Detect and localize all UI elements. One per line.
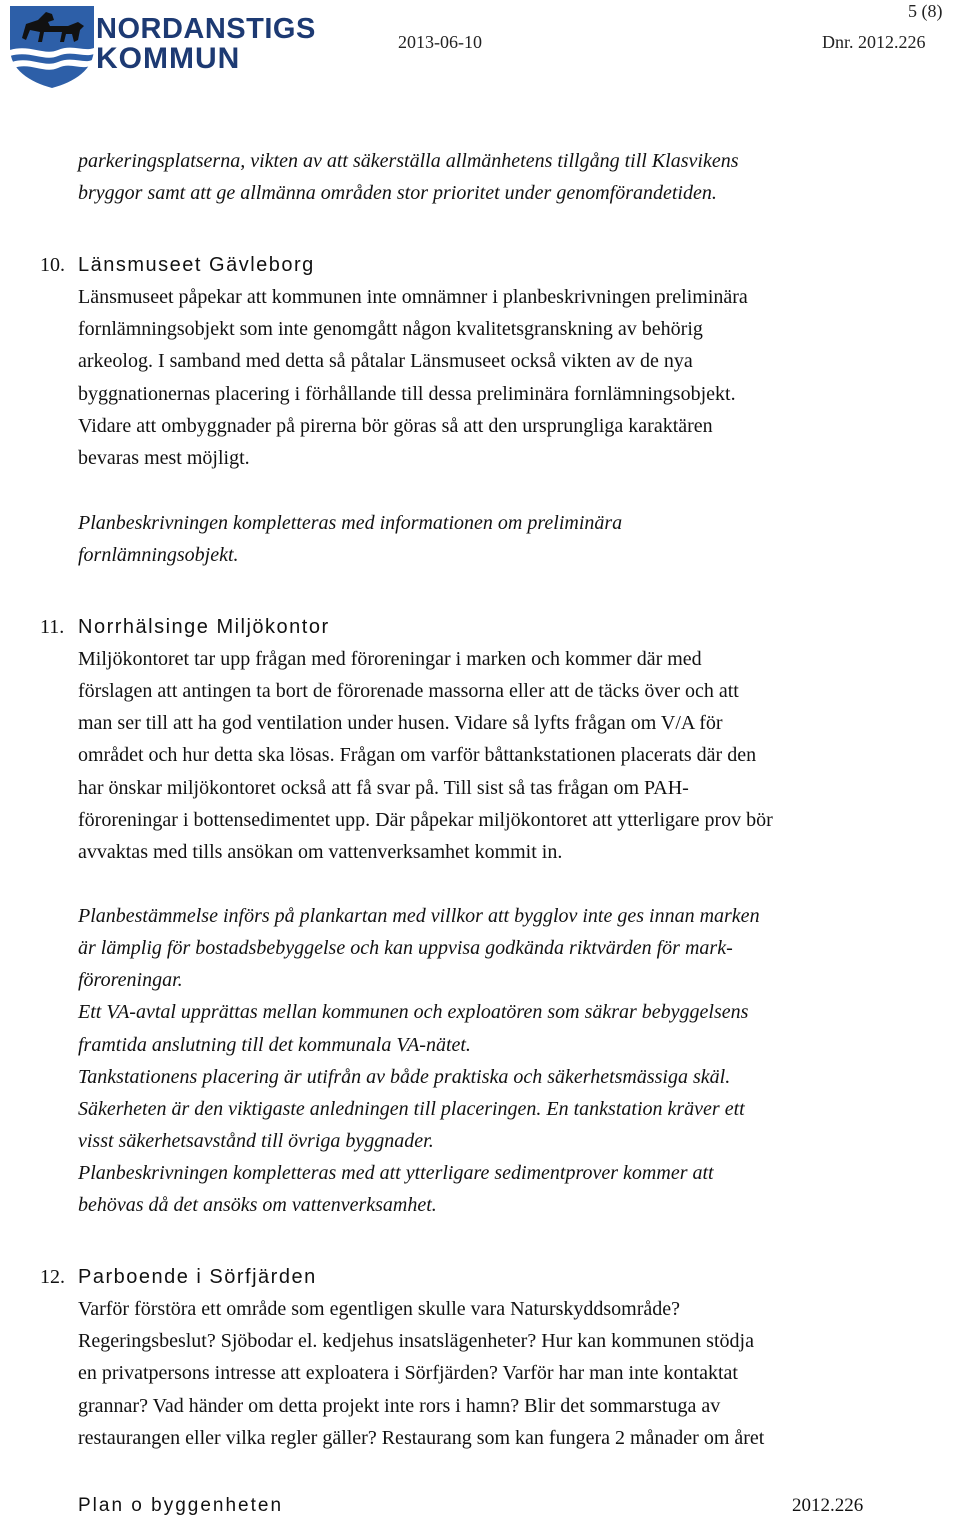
response-line: visst säkerhetsavstånd till övriga byggnader.: [78, 1130, 434, 1152]
section-title: Norrhälsinge Miljökontor: [78, 616, 330, 638]
body-line: grannar? Vad händer om detta projekt inte rors i hamn? Blir det sommarstuga av: [78, 1395, 721, 1417]
logo-line-1: NORDANSTIGS: [96, 13, 316, 45]
intro-line: parkeringsplatserna, vikten av att säkerställa allmänhetens tillgång till Klasvikens: [78, 150, 739, 172]
response-line: Planbeskrivningen kompletteras med informationen om preliminära: [78, 512, 623, 534]
logo-line-2: KOMMUN: [96, 42, 241, 75]
document-date: 2013-06-10: [398, 32, 482, 52]
response-line: föroreningar.: [78, 969, 183, 991]
body-line: har önskar miljökontoret också att få svar på. Till sist så tas frågan om PAH-: [78, 777, 689, 799]
response-line: fornlämningsobjekt.: [78, 544, 239, 566]
section-12-heading: [40, 1265, 317, 1289]
body-line: en privatpersons intresse att exploatera i Sörfjärden? Varför har man inte kontaktat: [78, 1362, 738, 1384]
response-line: Tankstationens placering är utifrån av både praktiska och säkerhetsmässiga skäl.: [78, 1066, 731, 1088]
logo-wordmark: [96, 14, 316, 74]
body-line: restaurangen eller vilka regler gäller? Restaurang som kan fungera 2 månader om året: [78, 1427, 765, 1449]
section-number: 12.: [40, 1266, 65, 1288]
body-line: Vidare att ombyggnader på pirerna bör göras så att den ursprungliga karaktären: [78, 415, 713, 437]
section-number: 10.: [40, 254, 65, 276]
response-line: Planbestämmelse införs på plankartan med villkor att bygglov inte ges innan marken: [78, 905, 760, 927]
body-line: Regeringsbeslut? Sjöbodar el. kedjehus insatslägenheter? Hur kan kommunen stödja: [78, 1330, 754, 1352]
body-line: föroreningar i bottensedimentet upp. Där påpekar miljökontoret att ytterligare prov bör: [78, 809, 773, 831]
section-11-heading: [40, 615, 330, 639]
section-title: Länsmuseet Gävleborg: [78, 254, 315, 276]
section-number: 11.: [40, 616, 65, 638]
horse-shield-icon: [8, 4, 98, 88]
body-line: byggnationernas placering i förhållande till dessa preliminära fornlämningsobjekt.: [78, 383, 736, 405]
intro-line: bryggor samt att ge allmänna områden stor prioritet under genomförandetiden.: [78, 182, 717, 204]
body-line: bevaras mest möjligt.: [78, 447, 250, 469]
response-line: är lämplig för bostadsbebyggelse och kan uppvisa godkända riktvärden för mark-: [78, 937, 733, 959]
body-line: man ser till att ha god ventilation under husen. Vidare så lyfts frågan om V/A för: [78, 712, 723, 734]
body-line: området och hur detta ska lösas. Frågan om varför båttankstationen placerats där den: [78, 744, 757, 766]
page-number: 5 (8): [908, 1, 943, 21]
section-10-heading: [40, 253, 315, 277]
response-line: Säkerheten är den viktigaste anledningen till placeringen. En tankstation kräver ett: [78, 1098, 745, 1120]
response-line: framtida anslutning till det kommunala VA-nätet.: [78, 1034, 471, 1056]
footer-reference: 2012.226: [792, 1495, 864, 1516]
footer-department: Plan o byggenheten: [78, 1495, 284, 1516]
body-line: Miljökontoret tar upp frågan med föroreningar i marken och kommer där med: [78, 648, 702, 670]
body-line: förslagen att antingen ta bort de förorenade massorna eller att de täcks över och att: [78, 680, 739, 702]
section-title: Parboende i Sörfjärden: [78, 1266, 317, 1288]
body-line: arkeolog. I samband med detta så påtalar Länsmuseet också vikten av de nya: [78, 350, 693, 372]
body-line: fornlämningsobjekt som inte genomgått någon kvalitetsgranskning av behörig: [78, 318, 703, 340]
response-line: behövas då det ansöks om vattenverksamhet.: [78, 1194, 437, 1216]
body-line: Varför förstöra ett område som egentligen skulle vara Naturskyddsområde?: [78, 1298, 681, 1320]
response-line: Ett VA-avtal upprättas mellan kommunen och exploatören som säkrar bebyggelsens: [78, 1001, 749, 1023]
document-dnr: Dnr. 2012.226: [822, 32, 926, 52]
body-line: avvaktas med tills ansökan om vattenverksamhet kommit in.: [78, 841, 563, 863]
response-line: Planbeskrivningen kompletteras med att ytterligare sedimentprover kommer att: [78, 1162, 714, 1184]
body-line: Länsmuseet påpekar att kommunen inte omnämner i planbeskrivningen preliminära: [78, 286, 748, 308]
